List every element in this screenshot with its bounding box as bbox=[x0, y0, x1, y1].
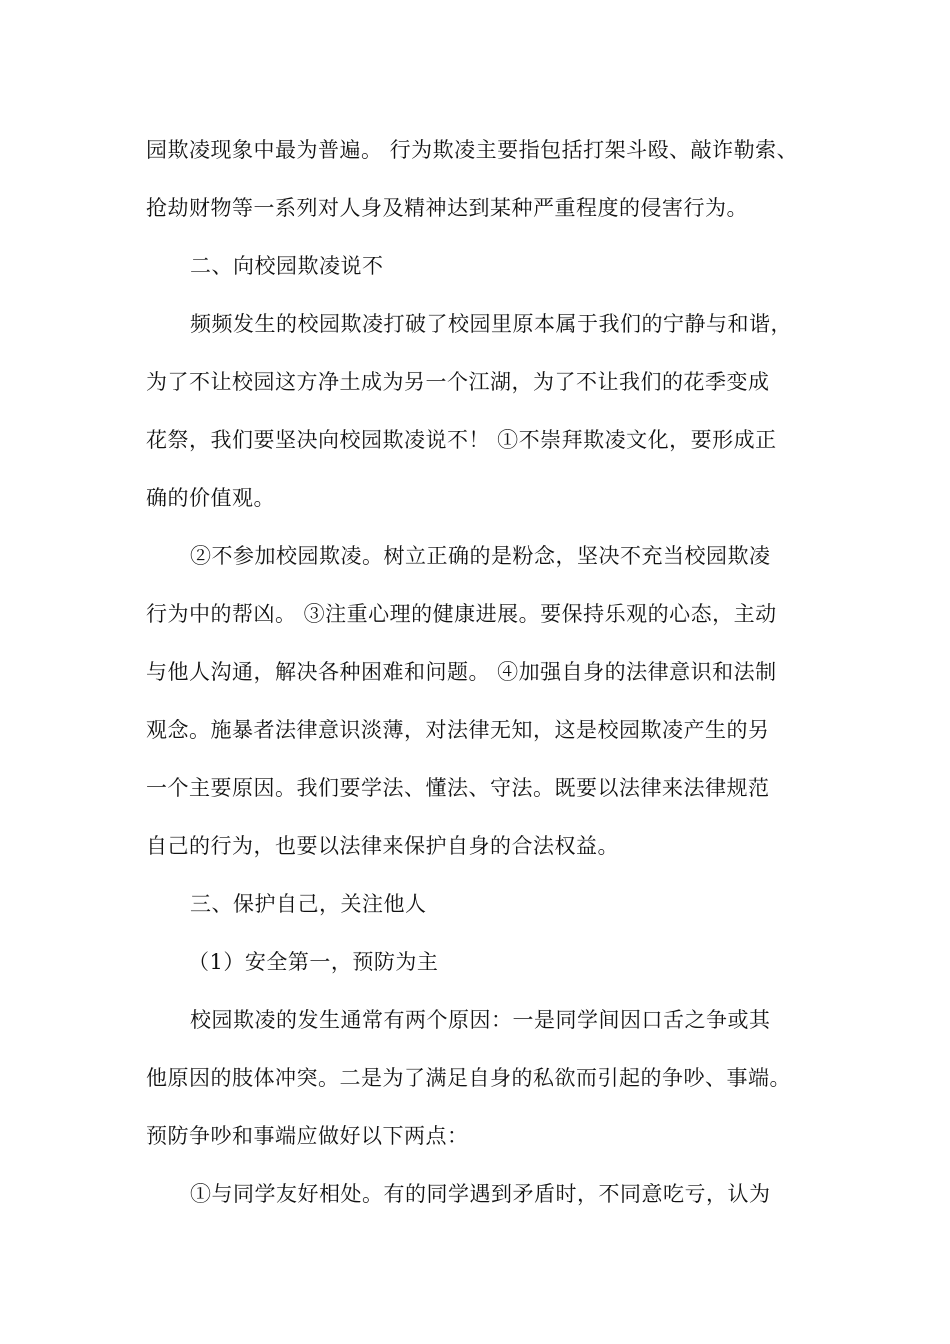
text-line: 花祭，我们要坚决向校园欺凌说不！ ①不崇拜欺凌文化，要形成正 bbox=[146, 428, 777, 452]
text-line: 园欺凌现象中最为普遍。 行为欺凌主要指包括打架斗殴、敲诈勒索、 bbox=[146, 138, 799, 162]
text-line: 观念。施暴者法律意识淡薄，对法律无知，这是校园欺凌产生的另 bbox=[146, 718, 770, 742]
text-line: 频频发生的校园欺凌打破了校园里原本属于我们的宁静与和谐， bbox=[190, 312, 792, 336]
text-line: 校园欺凌的发生通常有两个原因：一是同学间因口舌之争或其 bbox=[190, 1008, 771, 1032]
text-line: 他原因的肢体冲突。二是为了满足自身的私欲而引起的争吵、事端。 bbox=[146, 1066, 791, 1090]
text-line: ①与同学友好相处。有的同学遇到矛盾时，不同意吃亏，认为 bbox=[190, 1182, 771, 1206]
section-heading: 三、保护自己，关注他人 bbox=[190, 892, 427, 916]
text-line: 抢劫财物等一系列对人身及精神达到某种严重程度的侵害行为。 bbox=[146, 196, 748, 220]
text-line: 与他人沟通，解决各种困难和问题。 ④加强自身的法律意识和法制 bbox=[146, 660, 777, 684]
text-line: 一个主要原因。我们要学法、懂法、守法。既要以法律来法律规范 bbox=[146, 776, 770, 800]
text-line: 行为中的帮凶。 ③注重心理的健康进展。要保持乐观的心态，主动 bbox=[146, 602, 777, 626]
section-heading: 二、向校园欺凌说不 bbox=[190, 254, 384, 278]
text-line: 为了不让校园这方净土成为另一个江湖，为了不让我们的花季变成 bbox=[146, 370, 770, 394]
text-line: 预防争吵和事端应做好以下两点： bbox=[146, 1124, 469, 1148]
text-line: 确的价值观。 bbox=[146, 486, 275, 510]
subsection-heading: （1）安全第一，预防为主 bbox=[188, 950, 439, 974]
text-line: 自己的行为，也要以法律来保护自身的合法权益。 bbox=[146, 834, 619, 858]
text-line: ②不参加校园欺凌。树立正确的是粉念，坚决不充当校园欺凌 bbox=[190, 544, 771, 568]
